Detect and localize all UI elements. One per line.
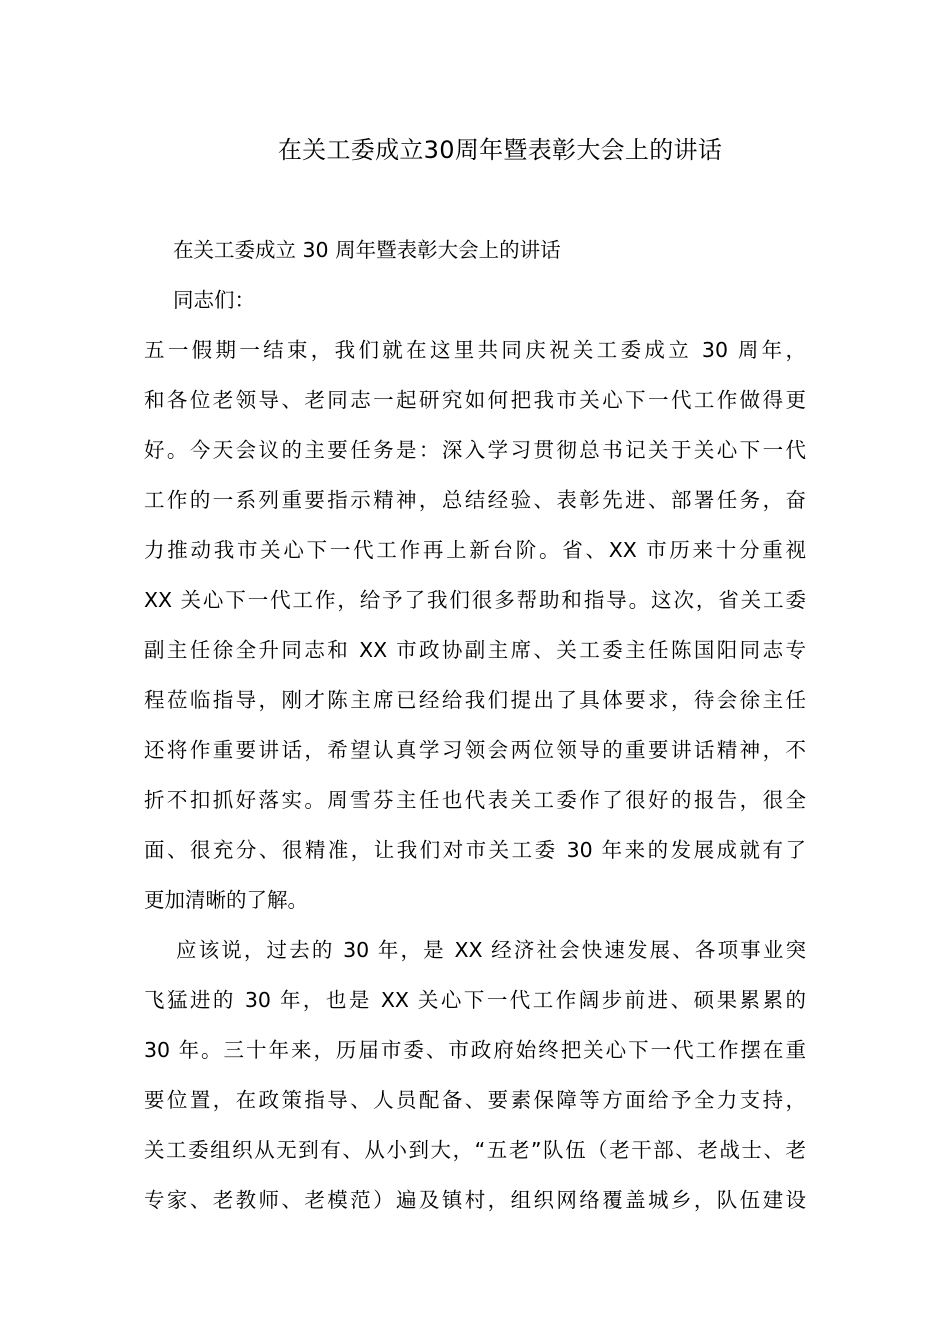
paragraph-line: 和各位老领导、老同志一起研究如何把我市关心下一代工作做得更: [144, 388, 806, 412]
paragraph-line: 好。今天会议的主要任务是：深入学习贯彻总书记关于关心下一代: [144, 438, 806, 462]
paragraph-line: 五一假期一结束，我们就在这里共同庆祝关工委成立 30 周年，: [144, 338, 806, 362]
paragraph-line: 关工委组织从无到有、从小到大，“五老”队伍（老干部、老战士、老: [144, 1138, 806, 1162]
paragraph-line: 飞猛进的 30 年，也是 XX 关心下一代工作阔步前进、硕果累累的: [144, 988, 806, 1012]
paragraph-line: XX 关心下一代工作，给予了我们很多帮助和指导。这次，省关工委: [144, 588, 806, 612]
paragraph-line: 要位置，在政策指导、人员配备、要素保障等方面给予全力支持，: [144, 1088, 806, 1112]
document-subtitle: 在关工委成立 30 周年暨表彰大会上的讲话: [173, 238, 561, 262]
paragraph-line: 还将作重要讲话，希望认真学习领会两位领导的重要讲话精神，不: [144, 738, 806, 762]
paragraph-line: 面、很充分、很精准，让我们对市关工委 30 年来的发展成就有了: [144, 838, 806, 862]
paragraph-line: 工作的一系列重要指示精神，总结经验、表彰先进、部署任务，奋: [144, 488, 806, 512]
document-title: 在关工委成立30周年暨表彰大会上的讲话: [277, 136, 723, 164]
paragraph-line: 力推动我市关心下一代工作再上新台阶。省、XX 市历来十分重视: [144, 538, 806, 562]
paragraph-line: 程莅临指导，刚才陈主席已经给我们提出了具体要求，待会徐主任: [144, 688, 806, 712]
paragraph-line: 30 年。三十年来，历届市委、市政府始终把关心下一代工作摆在重: [144, 1038, 806, 1062]
salutation: 同志们：: [173, 288, 255, 312]
paragraph-line: 更加清晰的了解。: [144, 888, 308, 912]
paragraph-line: 专家、老教师、老模范）遍及镇村，组织网络覆盖城乡，队伍建设: [144, 1188, 806, 1212]
paragraph-line: 折不扣抓好落实。周雪芬主任也代表关工委作了很好的报告，很全: [144, 788, 806, 812]
paragraph-line: 副主任徐全升同志和 XX 市政协副主席、关工委主任陈国阳同志专: [144, 638, 806, 662]
paragraph-line: 应该说，过去的 30 年，是 XX 经济社会快速发展、各项事业突: [176, 938, 806, 962]
